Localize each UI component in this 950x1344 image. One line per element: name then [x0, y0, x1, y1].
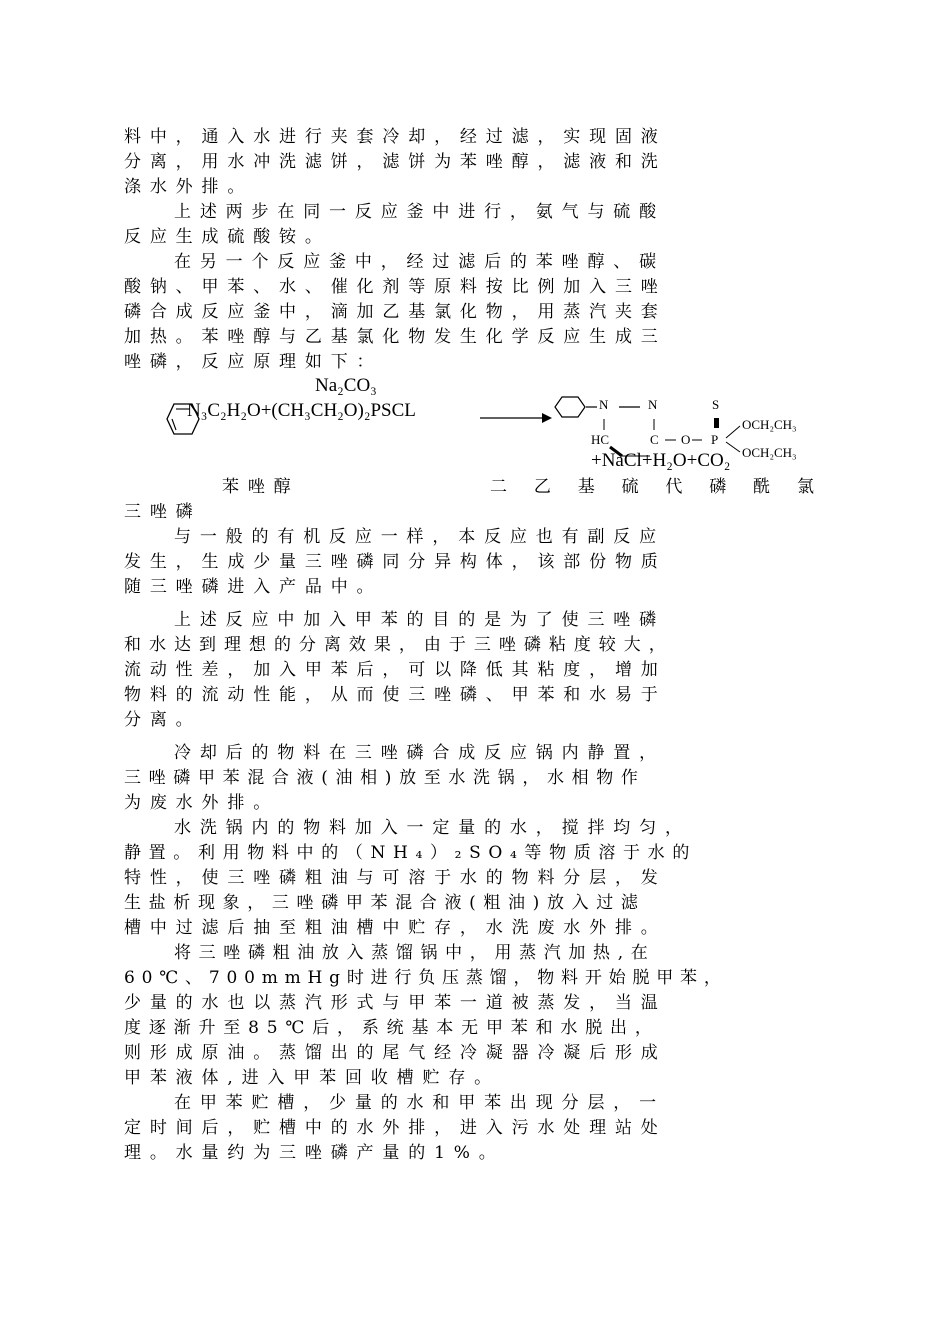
reactants-formula: N₃C₂H₂O+(CH₃CH₂O)₂PSCL	[187, 400, 416, 421]
text-line: 随三唑磷进入产品中。	[124, 577, 383, 597]
ethoxy-group: OCH₂CH₃	[742, 417, 797, 432]
text-line: 为废水外排。	[124, 793, 280, 813]
text-line: 唑磷，反应原理如下：	[124, 352, 383, 372]
text-line: 特性，使三唑磷粗油与可溶于水的物料分层，发	[124, 868, 667, 888]
text-line: 60℃、700mmHg时进行负压蒸馏，物料开始脱甲苯，	[124, 968, 728, 988]
text-line: 生盐析现象，三唑磷甲苯混合液(粗油)放入过滤	[124, 893, 646, 913]
text-line: 与一般的有机反应一样，本反应也有副反应	[174, 527, 665, 547]
text-line: 三唑磷甲苯混合液(油相)放至水洗锅，水相物作	[124, 768, 646, 788]
text-line: 料中，通入水进行夹套冷却，经过滤，实现固液	[124, 127, 667, 147]
text-line: 少量的水也以蒸汽形式与甲苯一道被蒸发，当温	[124, 993, 667, 1013]
text-line: 分离，用水冲洗滤饼，滤饼为苯唑醇，滤液和洗	[124, 152, 667, 172]
text-line: 加热。苯唑醇与乙基氯化物发生化学反应生成三	[124, 327, 667, 347]
text-line: 和水达到理想的分离效果，由于三唑磷粘度较大，	[124, 635, 674, 655]
text-line: 理。水量约为三唑磷产量的1%。	[124, 1143, 505, 1163]
text-line: 水洗锅内的物料加入一定量的水，搅拌均匀，	[174, 818, 691, 838]
text-line: 在另一个反应釜中，经过滤后的苯唑醇、碳	[174, 252, 665, 272]
text-line: 上述反应中加入甲苯的目的是为了使三唑磷	[174, 610, 665, 630]
text-line: 静置。利用物料中的（NH₄）₂SO₄等物质溶于水的	[124, 843, 697, 863]
atom-c: C	[650, 432, 659, 447]
text-line: 则形成原油。蒸馏出的尾气经冷凝器冷凝后形成	[124, 1043, 667, 1063]
byproducts-formula: +NaCl+H₂O+CO₂	[591, 450, 731, 471]
atom-hc: HC	[591, 432, 610, 447]
ethoxy-group: OCH₂CH₃	[742, 445, 797, 460]
compound-label-right-cont: 三唑磷	[124, 502, 202, 522]
text-line: 物料的流动性能，从而使三唑磷、甲苯和水易于	[124, 685, 667, 705]
compound-label-left: 苯唑醇	[222, 477, 300, 497]
text-line: 将三唑磷粗油放入蒸馏锅中，用蒸汽加热,在	[174, 943, 656, 963]
compound-label-right: 二乙基硫代磷酰氯	[490, 477, 814, 497]
text-line: 磷合成反应釜中，滴加乙基氯化物，用蒸汽夹套	[124, 302, 667, 322]
text-line: 上述两步在同一反应釜中进行，氨气与硫酸	[174, 202, 665, 222]
text-line: 度逐渐升至85℃后，系统基本无甲苯和水脱出，	[124, 1018, 660, 1038]
text-line: 涤水外排。	[124, 177, 254, 197]
text-line: 酸钠、甲苯、水、催化剂等原料按比例加入三唑	[124, 277, 667, 297]
atom-n: N	[648, 397, 658, 412]
catalyst-label: Na₂CO₃	[315, 375, 377, 396]
text-line: 发生，生成少量三唑磷同分异构体，该部份物质	[124, 552, 667, 572]
text-line: 分离。	[124, 710, 202, 730]
text-line: 流动性差，加入甲苯后，可以降低其粘度，增加	[124, 660, 667, 680]
text-line: 甲苯液体,进入甲苯回收槽贮存。	[124, 1068, 501, 1088]
text-line: 反应生成硫酸铵。	[124, 227, 331, 247]
atom-p: P	[711, 432, 719, 447]
text-line: 槽中过滤后抽至粗油槽中贮存，水洗废水外排。	[124, 918, 667, 938]
reaction-arrow-icon	[480, 412, 552, 424]
text-line: 在甲苯贮槽，少量的水和甲苯出现分层，一	[174, 1093, 665, 1113]
text-line: 定时间后，贮槽中的水外排，进入污水处理站处	[124, 1118, 667, 1138]
text-line: 冷却后的物料在三唑磷合成反应锅内静置，	[174, 743, 665, 763]
atom-o: O	[681, 432, 691, 447]
atom-s: S	[712, 397, 720, 412]
atom-n: N	[599, 397, 609, 412]
